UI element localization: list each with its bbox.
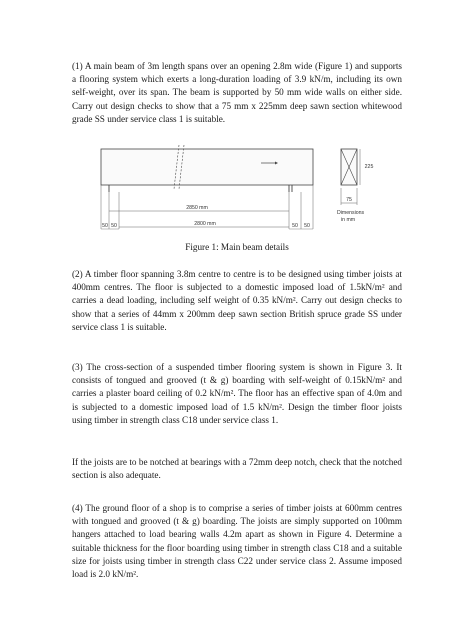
dimension-label-50-right-outer: 50 bbox=[304, 223, 310, 229]
question-3-text: (3) The cross-section of a suspended timber flooring system is shown in Figure 3. It consists of tongued and grooved (t & g) boarding with self-weight of 0.15kN/m² and carries a plaster board ceiling of 0.2 kN/m². The floor has an effective span of 4.0m and is subjected to a domestic imposed load of 1.5 kN/m². Design the timber floor joists using timber in strength class C18 under service class 1. bbox=[72, 362, 402, 425]
figure-1-caption: Figure 1: Main beam details bbox=[185, 242, 289, 252]
dimension-label-75: 75 bbox=[346, 197, 352, 203]
question-3-notch-text: If the joists are to be notched at bearings with a 72mm deep notch, check that the notched section is also adequate. bbox=[72, 457, 402, 481]
figure-1-main-beam-diagram bbox=[95, 143, 395, 235]
question-2-text: (2) A timber floor spanning 3.8m centre to centre is to be designed using timber joists at 400mm centres. The floor is subjected to a domestic imposed load of 1.5kN/m² and carries a dead loading, including self weight of 0.35 kN/m². Carry out design checks to show that a series of 44mm x 200mm deep sawn section British spruce grade SS under service class 1 is suitable. bbox=[72, 269, 402, 332]
dimension-label-50-left-outer: 50 bbox=[102, 223, 108, 229]
dimension-label-50-right-inner: 50 bbox=[292, 223, 298, 229]
question-4-text: (4) The ground floor of a shop is to comprise a series of timber joists at 600mm centres with tongued and grooved (t & g) boarding. The joists are simply supported on 100mm hangers attached to load bearing walls 4.2m apart as shown in Figure 4. Determine a suitable thickness for the floor boarding using timber in strength class C18 and a suitable size for joists using timber in strength class C22 under service class 2. Assume imposed load is 2.0 kN/m². bbox=[72, 503, 402, 580]
dimension-label-50-left-inner: 50 bbox=[111, 223, 117, 229]
dimension-label-225: 225 bbox=[364, 164, 374, 170]
beam-elevation bbox=[101, 149, 313, 185]
dimensions-note-line-1: Dimensions bbox=[337, 210, 365, 216]
dimensions-note-line-2: in mm bbox=[341, 217, 356, 223]
dimension-label-2800: 2800 mm bbox=[194, 221, 216, 227]
question-1-text: (1) A main beam of 3m length spans over an opening 2.8m wide (Figure 1) and supports a flooring system which exerts a long-duration loading of 3.9 kN/m, including its own self-weight, over its span. The beam is supported by 50 mm wide walls on either side. Carry out design checks to show that a 75 mm x 225mm deep sawn section whitewood grade SS under service class 1 is suitable. bbox=[72, 61, 402, 124]
dimension-label-2850: 2850 mm bbox=[186, 205, 208, 211]
